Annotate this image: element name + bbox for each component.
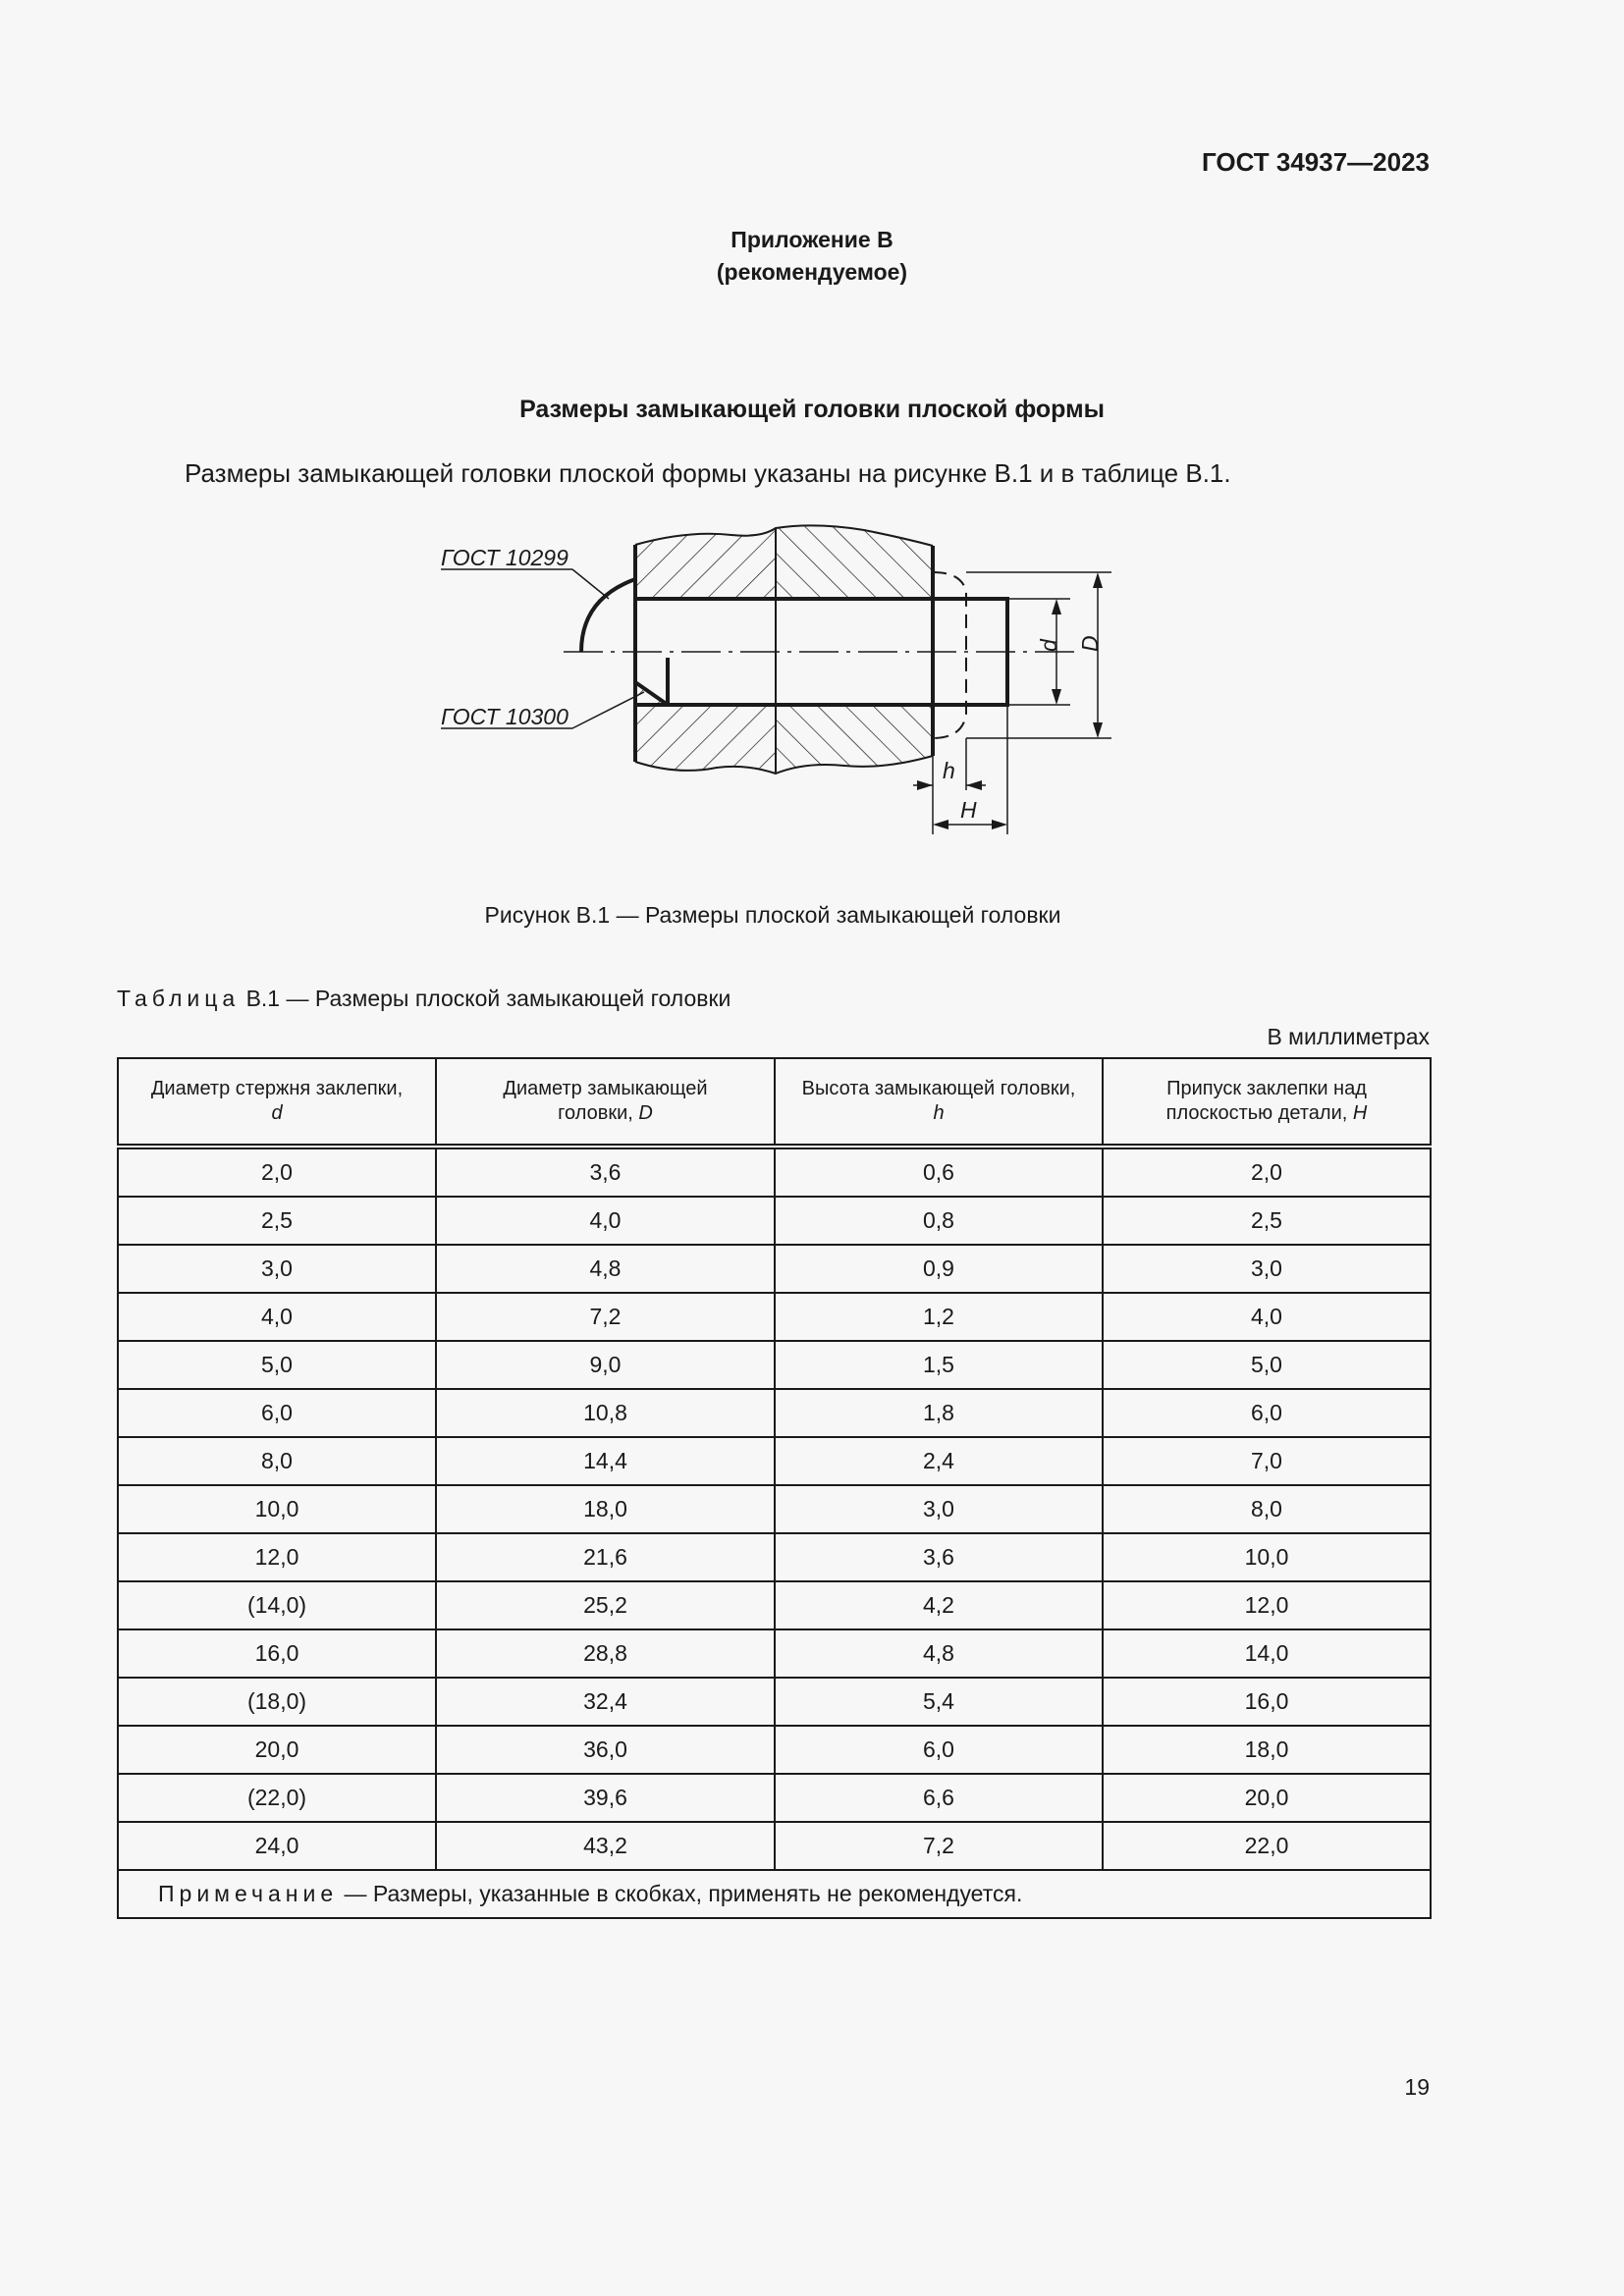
table-row xyxy=(118,1389,1431,1437)
table-cell: 5,0 xyxy=(1103,1341,1431,1389)
table-cell: 21,6 xyxy=(436,1533,775,1581)
table-cell: 5,4 xyxy=(775,1678,1103,1726)
table-cell: 16,0 xyxy=(118,1629,436,1678)
table-cell: 20,0 xyxy=(118,1726,436,1774)
table-cell: 43,2 xyxy=(436,1822,775,1870)
table-row xyxy=(118,1293,1431,1341)
rivet-head-drawing xyxy=(422,520,1129,844)
annex-status: (рекомендуемое) xyxy=(716,259,908,285)
table-cell: 6,0 xyxy=(775,1726,1103,1774)
dimensions-table xyxy=(117,1057,1430,1919)
table-cell: 22,0 xyxy=(1103,1822,1431,1870)
units-note: В миллиметрах xyxy=(1267,1024,1430,1049)
table-cell: 7,2 xyxy=(436,1293,775,1341)
table-cell: 16,0 xyxy=(1103,1678,1431,1726)
column-header-text-part: Припуск заклепки над плоскостью детали, xyxy=(1165,1078,1367,1124)
column-header-text xyxy=(483,1077,729,1126)
table-cell: 6,0 xyxy=(118,1389,436,1437)
table-cell: 3,6 xyxy=(436,1147,775,1197)
plate-sections xyxy=(635,525,933,774)
label-gost-10300: ГОСТ 10300 xyxy=(441,704,568,729)
table-cell: 12,0 xyxy=(118,1533,436,1581)
table-cell: 4,8 xyxy=(775,1629,1103,1678)
table-row xyxy=(118,1197,1431,1245)
column-header-symbol: h xyxy=(933,1102,945,1124)
table-row xyxy=(118,1147,1431,1197)
table-cell: 0,9 xyxy=(775,1245,1103,1293)
figure-caption: Рисунок В.1 — Размеры плоской замыкающей головки xyxy=(484,902,1061,928)
table-cell: 3,0 xyxy=(1103,1245,1431,1293)
table-cell: 2,4 xyxy=(775,1437,1103,1485)
table-cell: 14,0 xyxy=(1103,1629,1431,1678)
table-cell: 25,2 xyxy=(436,1581,775,1629)
table-row xyxy=(118,1678,1431,1726)
column-header-text: Диаметр стержня заклепки, xyxy=(150,1078,404,1099)
table-caption-prefix: Таблица xyxy=(117,986,241,1011)
table-row xyxy=(118,1822,1431,1870)
table-cell: 18,0 xyxy=(436,1485,775,1533)
dim-label-H: H xyxy=(960,797,977,823)
table-cell: 24,0 xyxy=(118,1822,436,1870)
table-cell: 4,2 xyxy=(775,1581,1103,1629)
table-cell: 9,0 xyxy=(436,1341,775,1389)
intro-paragraph: Размеры замыкающей головки плоской формы указаны на рисунке В.1 и в таблице В.1. xyxy=(185,458,1231,488)
table-note-row xyxy=(118,1870,1431,1918)
table-cell: 1,5 xyxy=(775,1341,1103,1389)
column-header xyxy=(436,1058,775,1147)
table-cell: 10,0 xyxy=(118,1485,436,1533)
table-cell: 4,0 xyxy=(436,1197,775,1245)
table-cell: 2,0 xyxy=(118,1147,436,1197)
column-header-text xyxy=(1144,1077,1389,1126)
table-note xyxy=(118,1870,1431,1918)
dim-label-h: h xyxy=(943,758,955,783)
table-cell: 1,8 xyxy=(775,1389,1103,1437)
table-cell: 6,6 xyxy=(775,1774,1103,1822)
table-row xyxy=(118,1726,1431,1774)
table-cell: 2,0 xyxy=(1103,1147,1431,1197)
document-code: ГОСТ 34937—2023 xyxy=(1202,147,1430,177)
annex-heading xyxy=(0,224,1624,289)
table-cell: 0,6 xyxy=(775,1147,1103,1197)
table-cell: 18,0 xyxy=(1103,1726,1431,1774)
table-cell: 5,0 xyxy=(118,1341,436,1389)
table-cell: 3,6 xyxy=(775,1533,1103,1581)
table-cell: 8,0 xyxy=(118,1437,436,1485)
table-cell: 7,2 xyxy=(775,1822,1103,1870)
table-cell: (22,0) xyxy=(118,1774,436,1822)
table-cell: 7,0 xyxy=(1103,1437,1431,1485)
table-cell: 1,2 xyxy=(775,1293,1103,1341)
dim-label-d: d xyxy=(1036,639,1061,652)
table-cell: 39,6 xyxy=(436,1774,775,1822)
table-cell: 3,0 xyxy=(118,1245,436,1293)
table-cell: 32,4 xyxy=(436,1678,775,1726)
table-caption-text: В.1 — Размеры плоской замыкающей головки xyxy=(240,986,731,1011)
column-header xyxy=(775,1058,1103,1147)
page-number: 19 xyxy=(1404,2074,1430,2100)
table-row xyxy=(118,1774,1431,1822)
table-cell: 3,0 xyxy=(775,1485,1103,1533)
table-cell: 28,8 xyxy=(436,1629,775,1678)
table-cell: 20,0 xyxy=(1103,1774,1431,1822)
column-header-symbol: D xyxy=(638,1102,653,1124)
dim-label-D: D xyxy=(1077,635,1103,652)
table-cell: (18,0) xyxy=(118,1678,436,1726)
table-cell: 10,8 xyxy=(436,1389,775,1437)
table-cell: 10,0 xyxy=(1103,1533,1431,1581)
table-cell: 2,5 xyxy=(118,1197,436,1245)
table-cell: 4,0 xyxy=(1103,1293,1431,1341)
annex-title: Приложение В xyxy=(731,227,893,252)
table-cell: 0,8 xyxy=(775,1197,1103,1245)
table-cell: 4,8 xyxy=(436,1245,775,1293)
table-row xyxy=(118,1437,1431,1485)
table-row xyxy=(118,1629,1431,1678)
column-header-symbol: d xyxy=(271,1102,283,1124)
column-header-symbol: H xyxy=(1352,1102,1368,1124)
table-row xyxy=(118,1341,1431,1389)
column-header xyxy=(118,1058,436,1147)
table-cell: (14,0) xyxy=(118,1581,436,1629)
table-row xyxy=(118,1245,1431,1293)
table-cell: 36,0 xyxy=(436,1726,775,1774)
table-row xyxy=(118,1485,1431,1533)
table-cell: 2,5 xyxy=(1103,1197,1431,1245)
table-row xyxy=(118,1533,1431,1581)
column-header-text: Высота замыкающей головки, xyxy=(801,1078,1076,1099)
table-note-prefix: Примечание xyxy=(158,1881,339,1906)
table-row xyxy=(118,1581,1431,1629)
table-cell: 8,0 xyxy=(1103,1485,1431,1533)
table-note-text: — Размеры, указанные в скобках, применять не рекомендуется. xyxy=(338,1881,1023,1906)
section-title: Размеры замыкающей головки плоской формы xyxy=(519,396,1105,423)
table-cell: 6,0 xyxy=(1103,1389,1431,1437)
table-cell: 4,0 xyxy=(118,1293,436,1341)
table-cell: 12,0 xyxy=(1103,1581,1431,1629)
label-gost-10299: ГОСТ 10299 xyxy=(441,545,568,570)
column-header xyxy=(1103,1058,1431,1147)
column-header-text-part: Диаметр замыкающей головки, xyxy=(503,1078,708,1124)
table-caption xyxy=(117,986,731,1012)
table-cell: 14,4 xyxy=(436,1437,775,1485)
